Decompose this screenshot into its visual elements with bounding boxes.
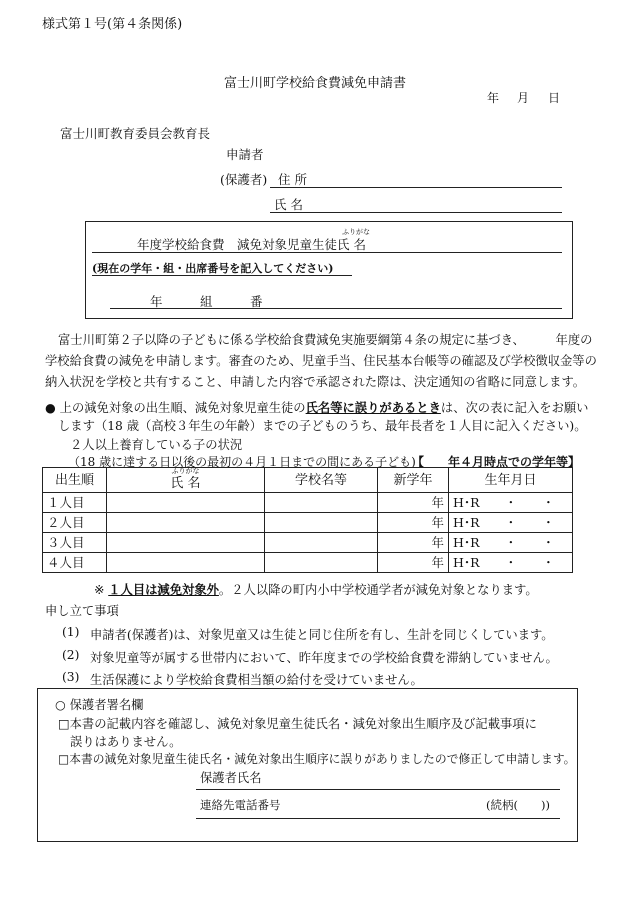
row-name-cell[interactable] xyxy=(107,513,265,533)
header-birthdate: 生年月日 xyxy=(449,468,573,493)
note-rest: 。２人以降の町内小中学校通学者が減免対象となります。 xyxy=(218,583,538,597)
date-day-label: 日 xyxy=(548,91,561,105)
header-name-label: 氏 名 xyxy=(170,475,201,491)
header-new-grade: 新学年 xyxy=(378,468,449,493)
row-birth-cell[interactable]: H･R ・ ・ xyxy=(449,513,573,533)
bullet-bold: 氏名等に誤りがあるとき xyxy=(305,400,441,415)
declaration-1-text: 申請者(保護者)は、対象児童又は生徒と同じ住所を有し、生計を同じくしています。 xyxy=(90,628,554,642)
address-field[interactable] xyxy=(270,187,562,188)
bullet-line-1 xyxy=(45,398,588,416)
student-furigana: ふりがな xyxy=(342,228,370,236)
confirm-checkbox-line-2: 誤りはありません。 xyxy=(70,735,182,749)
row-name-cell[interactable] xyxy=(107,533,265,553)
note-mark: ※ xyxy=(94,583,105,597)
header-name-furigana: ふりがな xyxy=(171,467,200,475)
signature-heading: ○ 保護者署名欄 xyxy=(55,698,144,712)
applicant-label: 申請者 xyxy=(226,147,264,162)
confirm-checkbox-line-1[interactable]: □本書の記載内容を確認し、減免対象児童生徒氏名・減免対象出生順序及び記載事項に xyxy=(58,717,537,731)
guardian-name-label: 保護者氏名 xyxy=(200,771,262,785)
relation-label: (続柄( )) xyxy=(486,798,550,812)
row-school-cell[interactable] xyxy=(265,533,378,553)
row-grade-cell[interactable]: 年 xyxy=(378,553,449,573)
grade-class-number-field[interactable] xyxy=(110,308,562,309)
phone-label: 連絡先電話番号 xyxy=(200,798,281,812)
date-year-label: 年 xyxy=(487,91,500,105)
declarations-heading: 申し立て事項 xyxy=(45,604,119,618)
header-school: 学校名等 xyxy=(265,468,378,493)
row-name-cell[interactable] xyxy=(107,553,265,573)
bullet-pre: 上の減免対象の出生順、減免対象児童生徒の xyxy=(59,401,306,415)
header-name xyxy=(107,468,265,493)
name-label: 氏 名 xyxy=(274,197,303,212)
row-order: ４人目 xyxy=(43,553,107,573)
row-grade-cell[interactable]: 年 xyxy=(378,493,449,513)
bullet-line-3: ２人以上養育している子の状況 xyxy=(70,438,243,452)
intro-line-1: 富士川町第２子以降の子どもに係る学校給食費減免実施要綱第４条の規定に基づき、 年度の xyxy=(58,333,593,347)
row-order: ３人目 xyxy=(43,533,107,553)
row-school-cell[interactable] xyxy=(265,513,378,533)
form-number: 様式第１号(第４条関係) xyxy=(42,17,183,32)
intro-line-2: 学校給食費の減免を申請します。審査のため、児童手当、住民基本台帳等の確認及び学校徴収金等の xyxy=(45,354,597,368)
bullet-mark: ● xyxy=(45,401,56,415)
table-row xyxy=(43,493,573,513)
address-label: 住 所 xyxy=(278,172,307,187)
addressee: 富士川町教育委員会教育長 xyxy=(60,126,211,141)
row-grade-cell[interactable]: 年 xyxy=(378,513,449,533)
class-label: 組 xyxy=(200,294,213,309)
student-name-field[interactable] xyxy=(92,252,562,253)
row-name-cell[interactable] xyxy=(107,493,265,513)
children-table xyxy=(42,467,573,573)
document-title: 富士川町学校給食費減免申請書 xyxy=(223,76,406,91)
bullet-post: は、次の表に記入をお願い xyxy=(440,401,589,415)
note-bold: １人目は減免対象外 xyxy=(108,582,219,597)
row-birth-cell[interactable]: H･R ・ ・ xyxy=(449,493,573,513)
phone-field[interactable] xyxy=(196,818,560,819)
declaration-3-text: 生活保護により学校給食費相当額の給付を受けていません。 xyxy=(90,673,423,687)
date-month-label: 月 xyxy=(517,91,530,105)
declaration-3-num: (3) xyxy=(62,670,80,684)
declaration-2-text: 対象児童等が属する世帯内において、昨年度までの学校給食費を滞納していません。 xyxy=(90,651,558,665)
applicant-name-field[interactable] xyxy=(270,212,562,213)
row-order: １人目 xyxy=(43,493,107,513)
guardian-name-field[interactable] xyxy=(196,789,560,790)
row-grade-cell[interactable]: 年 xyxy=(378,533,449,553)
row-order: ２人目 xyxy=(43,513,107,533)
bullet-line-4: （18 歳に達する日以後の最初の４月１日までの間にある子ども) xyxy=(68,455,416,469)
intro-line-3: 納入状況を学校と共有すること、申請した内容で承認された際は、決定通知の省略に同意します。 xyxy=(45,375,586,389)
row-birth-cell[interactable]: H･R ・ ・ xyxy=(449,533,573,553)
correction-checkbox[interactable]: □本書の減免対象児童生徒氏名・減免対象出生順序に誤りがありましたので修正して申請します。 xyxy=(58,752,576,766)
table-header-row xyxy=(43,468,573,493)
row-school-cell[interactable] xyxy=(265,553,378,573)
table-row xyxy=(43,553,573,573)
grade-instruction: (現在の学年・組・出席番号を記入してください) xyxy=(92,262,334,275)
declaration-2-num: (2) xyxy=(62,648,80,662)
table-row xyxy=(43,533,573,553)
number-label: 番 xyxy=(250,294,263,309)
row-school-cell[interactable] xyxy=(265,493,378,513)
header-birth-order: 出生順 xyxy=(43,468,107,493)
declaration-1-num: (1) xyxy=(62,625,80,639)
bullet-line-2: します（18 歳（高校３年生の年齢）までの子どものうち、最年長者を１人目に記入ください)。 xyxy=(58,419,587,433)
row-birth-cell[interactable]: H･R ・ ・ xyxy=(449,553,573,573)
april-grade-note: 【 年４月時点での学年等】 xyxy=(412,455,581,469)
table-row xyxy=(43,513,573,533)
exemption-note xyxy=(94,580,538,598)
instruction-underline xyxy=(92,275,352,276)
student-year-label: 年度学校給食費 減免対象児童生徒氏 名 xyxy=(137,237,366,252)
guardian-label: (保護者) xyxy=(220,172,268,187)
grade-label: 年 xyxy=(150,294,163,309)
